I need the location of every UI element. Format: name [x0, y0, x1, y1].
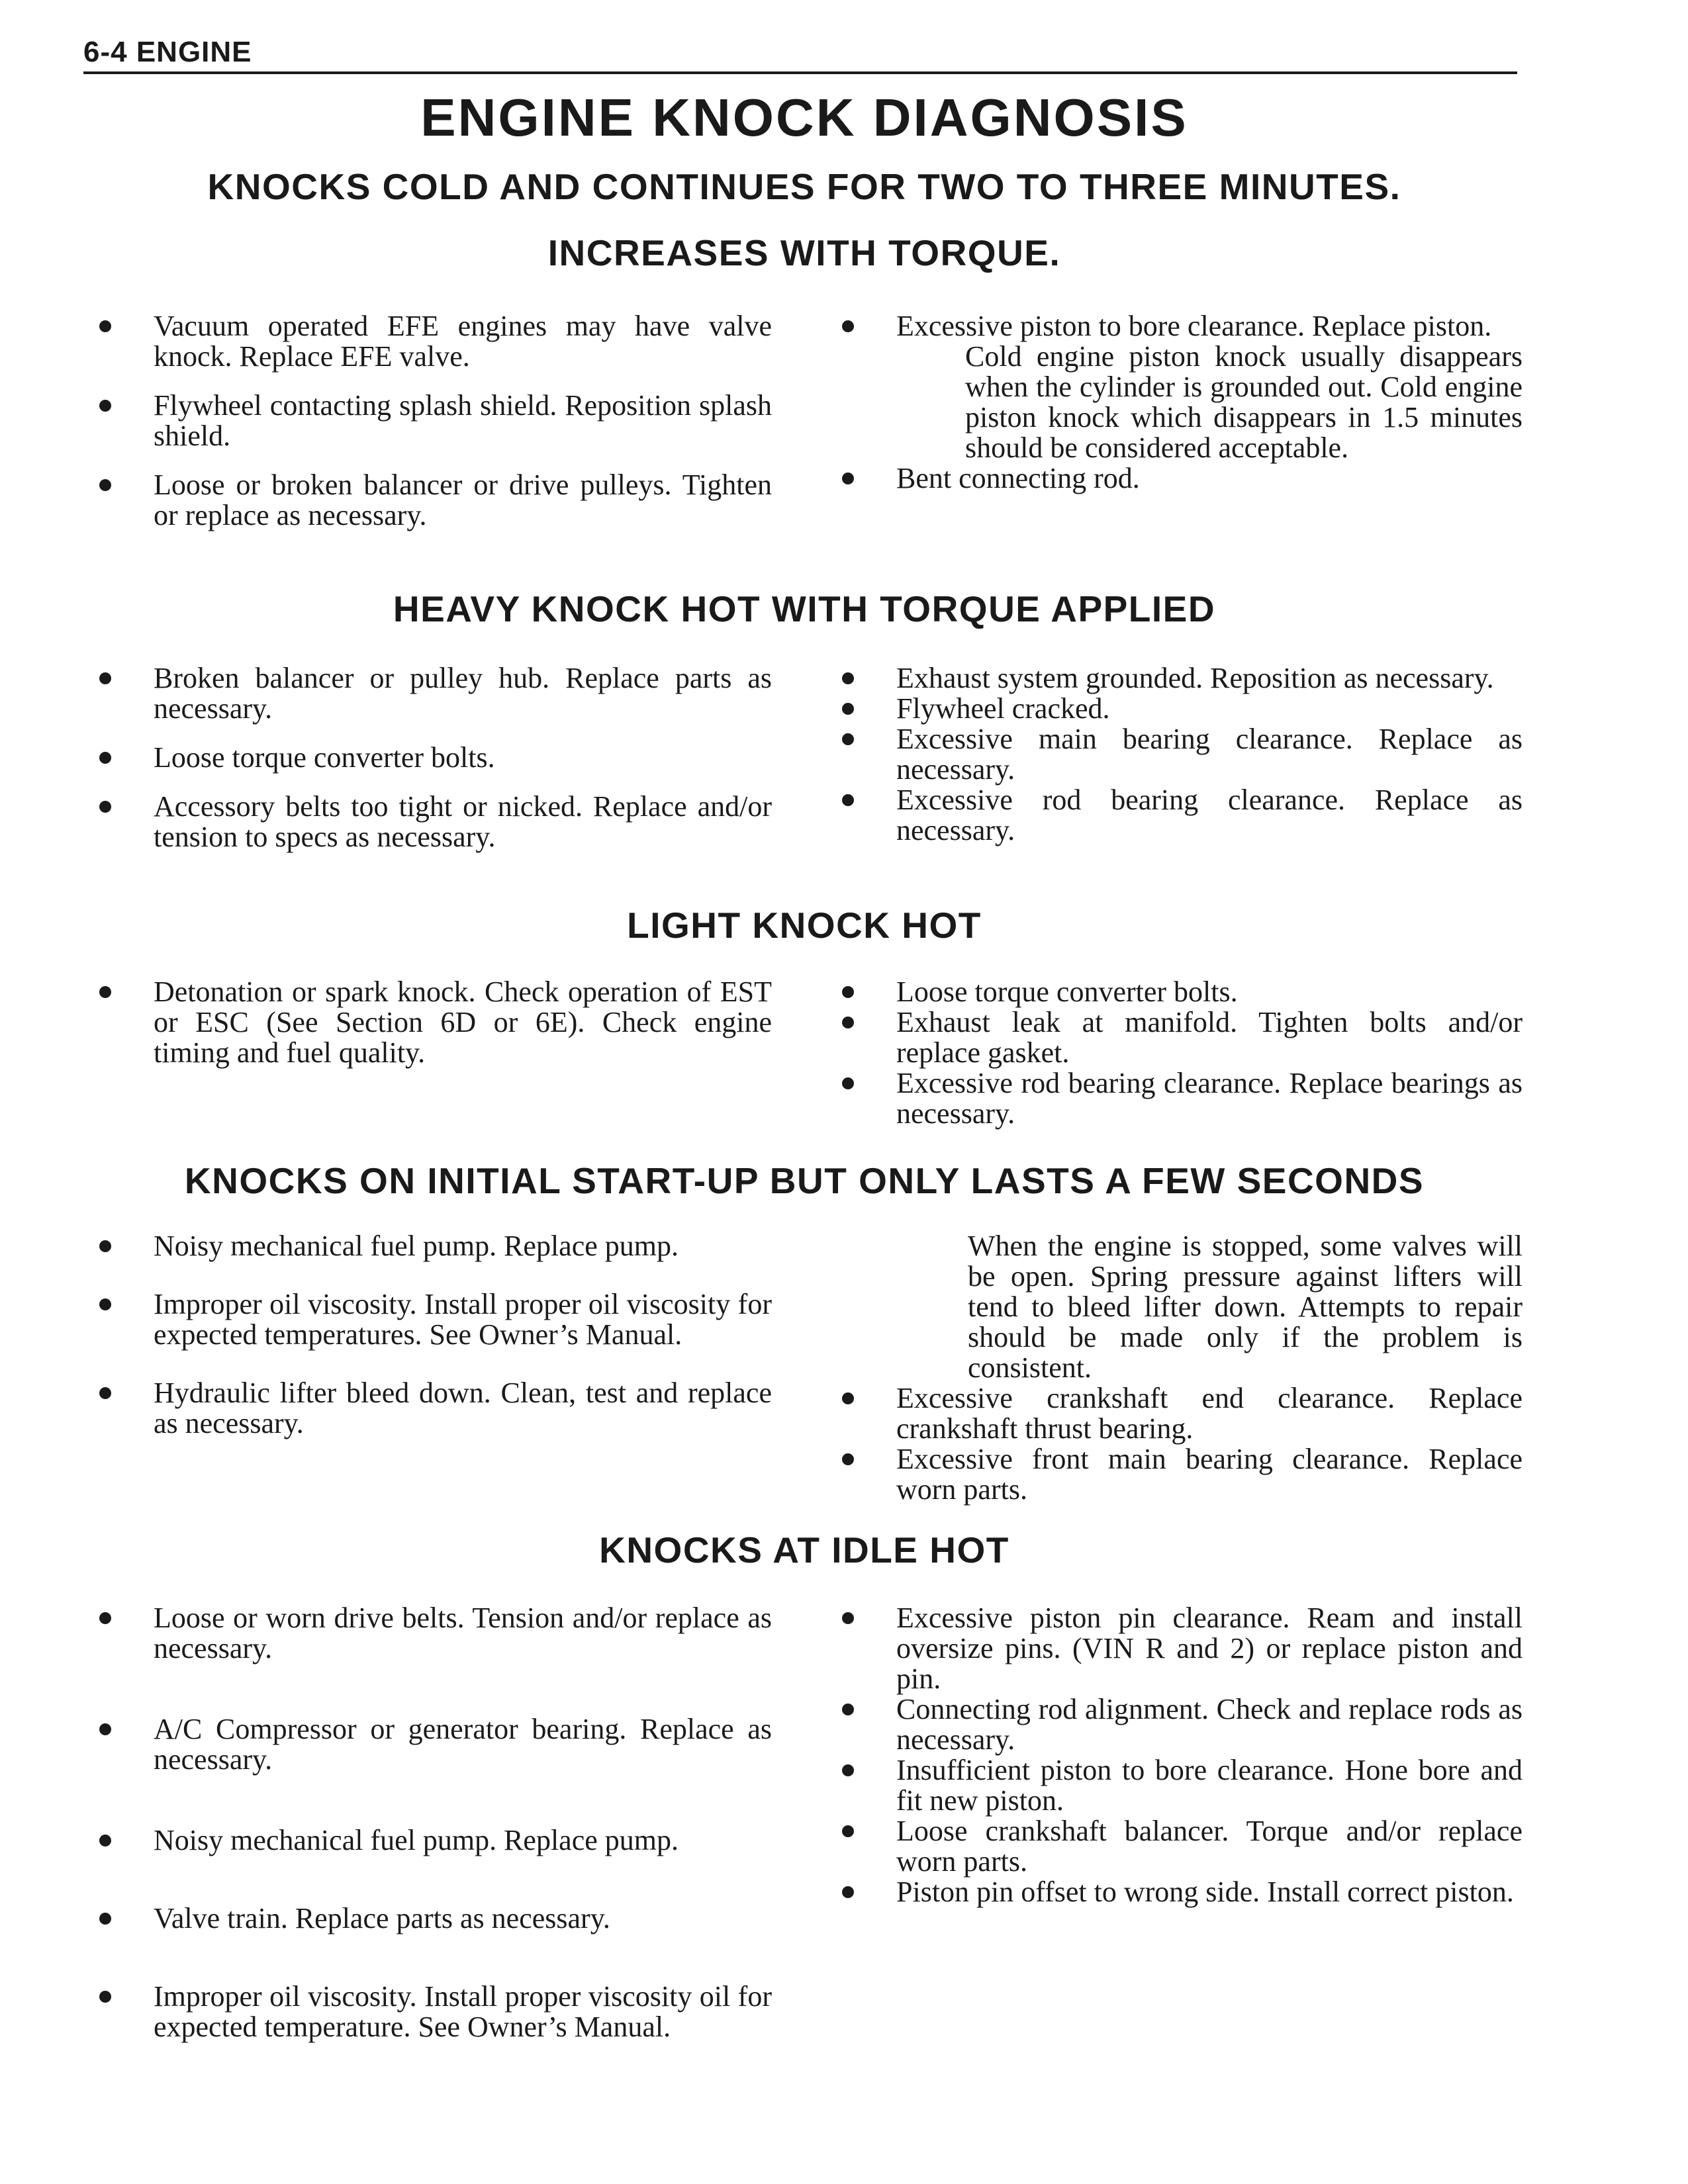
list-item: A/C Compressor or generator bearing. Replace as necessary. — [99, 1714, 772, 1775]
section-3-heading: LIGHT KNOCK HOT — [627, 905, 982, 946]
bullet-icon — [842, 1017, 854, 1028]
list-item: Accessory belts too tight or nicked. Replace and/or tension to specs as necessary. — [99, 792, 772, 852]
list-item: Excessive rod bearing clearance. Replace as necessary. — [842, 785, 1523, 846]
list-item: Loose crankshaft balancer. Torque and/or replace worn parts. — [842, 1816, 1523, 1877]
list-item: Excessive piston pin clearance. Ream and install oversize pins. (VIN R and 2) or replace piston and pin. — [842, 1603, 1523, 1694]
list-item: Loose or worn drive belts. Tension and/or replace as necessary. — [99, 1603, 772, 1664]
list-item: Valve train. Replace parts as necessary. — [99, 1903, 772, 1934]
bullet-icon — [99, 986, 111, 998]
list-item: Loose torque converter bolts. — [99, 743, 772, 773]
list-item: Loose or broken balancer or drive pulleys. Tighten or replace as necessary. — [99, 470, 772, 531]
bullet-icon — [842, 1392, 854, 1404]
bullet-icon — [99, 1612, 111, 1624]
bullet-icon — [99, 400, 111, 412]
list-item: Broken balancer or pulley hub. Replace parts as necessary. — [99, 663, 772, 724]
section-2-right-column — [842, 663, 1523, 846]
bullet-icon — [99, 1387, 111, 1399]
section-2-left-column — [99, 663, 772, 852]
bullet-icon — [842, 1825, 854, 1837]
bullet-icon — [842, 1704, 854, 1715]
page-header: 6-4 ENGINE — [83, 36, 252, 68]
bullet-icon — [99, 320, 111, 332]
list-item: Noisy mechanical fuel pump. Replace pump. — [99, 1825, 772, 1856]
list-item: Improper oil viscosity. Install proper viscosity oil for expected temperature. See Owner’s Manual. — [99, 1981, 772, 2042]
list-item: Flywheel cracked. — [842, 694, 1523, 724]
list-item: Vacuum operated EFE engines may have valve knock. Replace EFE valve. — [99, 311, 772, 372]
list-item: Excessive main bearing clearance. Replace as necessary. — [842, 724, 1523, 785]
bullet-icon — [842, 1453, 854, 1465]
bullet-icon — [842, 794, 854, 806]
bullet-icon — [99, 1240, 111, 1252]
list-item: Loose torque converter bolts. — [842, 977, 1523, 1007]
header-rule — [83, 71, 1517, 74]
bullet-icon — [99, 1723, 111, 1735]
section-5-right-column — [842, 1603, 1523, 1907]
bullet-icon — [99, 801, 111, 813]
section-4-right-column — [842, 1231, 1523, 1505]
list-item: Excessive rod bearing clearance. Replace bearings as necessary. — [842, 1068, 1523, 1129]
section-5-left-column — [99, 1603, 772, 2042]
bullet-icon — [842, 1612, 854, 1624]
bullet-icon — [842, 986, 854, 998]
section-3-left-column — [99, 977, 772, 1068]
bullet-icon — [99, 1835, 111, 1846]
list-item: Hydraulic lifter bleed down. Clean, test and replace as necessary. — [99, 1378, 772, 1439]
bullet-icon — [842, 1886, 854, 1898]
section-5-heading: KNOCKS AT IDLE HOT — [599, 1529, 1009, 1570]
bullet-icon — [99, 1913, 111, 1925]
list-item: Piston pin offset to wrong side. Install correct piston. — [842, 1877, 1523, 1907]
list-item: Improper oil viscosity. Install proper oil viscosity for expected temperatures. See Owner’s Manual. — [99, 1289, 772, 1350]
list-item: Detonation or spark knock. Check operation of EST or ESC (See Section 6D or 6E). Check engine timing and fuel quality. — [99, 977, 772, 1068]
section-1-heading-line-2: INCREASES WITH TORQUE. — [547, 232, 1061, 273]
section-1-right-column — [842, 311, 1523, 494]
list-item: Excessive piston to bore clearance. Replace piston. — [842, 311, 1523, 341]
list-item: Flywheel contacting splash shield. Reposition splash shield. — [99, 390, 772, 451]
bullet-icon — [842, 1764, 854, 1776]
section-1-left-column — [99, 311, 772, 531]
section-1-heading-line-1: KNOCKS COLD AND CONTINUES FOR TWO TO THREE MINUTES. — [207, 166, 1401, 207]
section-4-left-column — [99, 1231, 772, 1439]
bullet-icon — [99, 479, 111, 491]
bullet-icon — [842, 320, 854, 332]
list-item: Excessive crankshaft end clearance. Replace crankshaft thrust bearing. — [842, 1383, 1523, 1444]
list-item: Noisy mechanical fuel pump. Replace pump. — [99, 1231, 772, 1261]
section-3-right-column — [842, 977, 1523, 1129]
bullet-icon — [99, 1298, 111, 1310]
bullet-icon — [842, 1077, 854, 1089]
bullet-icon — [842, 473, 854, 484]
list-item: Exhaust leak at manifold. Tighten bolts and/or replace gasket. — [842, 1007, 1523, 1068]
section-1-note: Cold engine piston knock usually disappears when the cylinder is grounded out. Cold engine piston knock which disappears in 1.5 minutes should be considered acceptable. — [965, 340, 1523, 464]
bullet-icon — [99, 1991, 111, 2003]
section-4-heading: KNOCKS ON INITIAL START-UP BUT ONLY LASTS A FEW SECONDS — [184, 1160, 1425, 1201]
bullet-icon — [842, 733, 854, 745]
list-item: Connecting rod alignment. Check and replace rods as necessary. — [842, 1694, 1523, 1755]
bullet-icon — [99, 672, 111, 684]
page-title: ENGINE KNOCK DIAGNOSIS — [420, 88, 1188, 147]
bullet-icon — [99, 752, 111, 764]
list-item: Bent connecting rod. — [842, 463, 1523, 494]
bullet-icon — [842, 703, 854, 715]
bullet-icon — [842, 672, 854, 684]
list-item: Insufficient piston to bore clearance. Hone bore and fit new piston. — [842, 1755, 1523, 1816]
list-item: Exhaust system grounded. Reposition as necessary. — [842, 663, 1523, 694]
list-item: Excessive front main bearing clearance. Replace worn parts. — [842, 1444, 1523, 1505]
section-2-heading: HEAVY KNOCK HOT WITH TORQUE APPLIED — [393, 588, 1216, 629]
section-4-note: When the engine is stopped, some valves will be open. Spring pressure against lifters will tend to bleed lifter down. Attempts to repair should be made only if the problem is consistent. — [968, 1230, 1523, 1384]
